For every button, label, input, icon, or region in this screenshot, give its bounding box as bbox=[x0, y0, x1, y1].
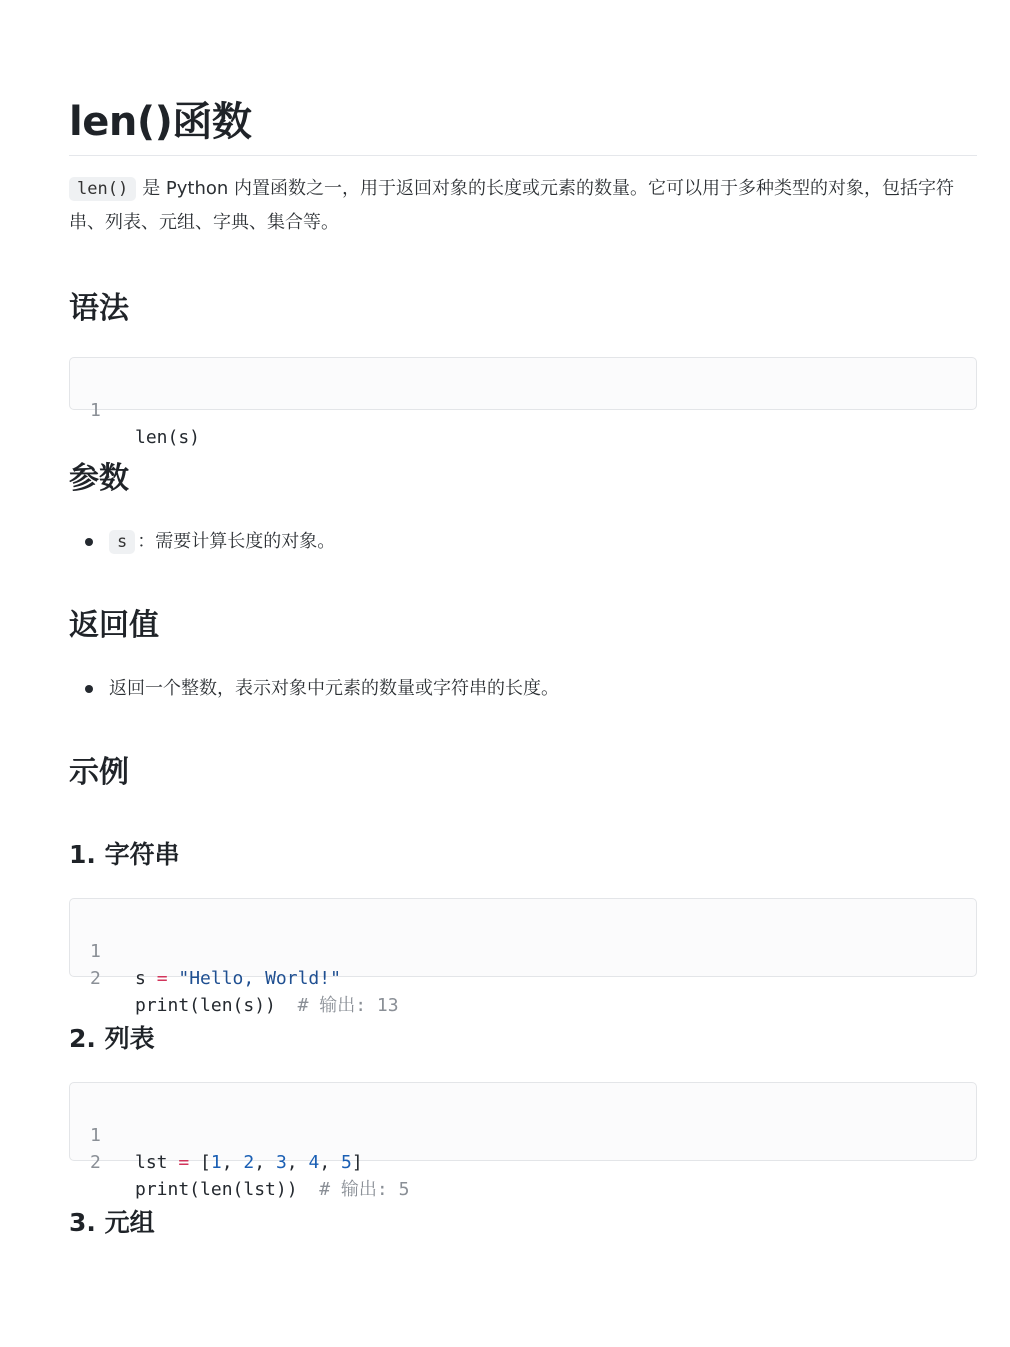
returns-list bbox=[69, 674, 559, 704]
line-number: 1 bbox=[90, 941, 101, 962]
code-text: lst = [1, 2, 3, 4, 5] bbox=[135, 1152, 363, 1173]
code-string: "Hello, World!" bbox=[178, 968, 341, 989]
line-number: 2 bbox=[90, 968, 101, 989]
code-block-string bbox=[69, 898, 977, 1016]
code-variable: lst bbox=[135, 1152, 168, 1173]
bullet-icon bbox=[85, 685, 93, 693]
heading-examples: 示例 bbox=[69, 755, 129, 790]
code-text bbox=[135, 992, 399, 1019]
code-text bbox=[135, 965, 341, 992]
line-number: 1 bbox=[90, 1125, 101, 1146]
intro-paragraph bbox=[69, 172, 977, 240]
code-block-syntax bbox=[69, 357, 977, 448]
params-list bbox=[69, 527, 335, 557]
code-call: print(len(lst)) bbox=[135, 1179, 298, 1200]
code-line bbox=[70, 370, 201, 448]
heading-example-string: 1. 字符串 bbox=[69, 840, 180, 869]
code-text bbox=[135, 1176, 409, 1203]
line-number: 2 bbox=[90, 1152, 101, 1173]
intro-text: 是 Python 内置函数之一，用于返回对象的长度或元素的数量。它可以用于多种类型的对象，包括字符串、列表、元组、字典、集合等。 bbox=[69, 178, 955, 233]
heading-example-list: 2. 列表 bbox=[69, 1024, 155, 1053]
list-item bbox=[69, 674, 559, 704]
heading-example-tuple: 3. 元组 bbox=[69, 1208, 155, 1237]
code-variable: s bbox=[135, 968, 146, 989]
title-divider bbox=[69, 155, 977, 156]
list-item bbox=[69, 527, 335, 557]
code-number: 4 bbox=[308, 1152, 320, 1173]
code-call: print(len(s)) bbox=[135, 995, 276, 1016]
code-operator: = bbox=[156, 968, 168, 989]
code-text: len(s) bbox=[135, 427, 201, 448]
code-line bbox=[70, 1095, 363, 1173]
code-line bbox=[70, 911, 341, 989]
code-number: 5 bbox=[341, 1152, 352, 1173]
line-number: 1 bbox=[90, 400, 101, 421]
heading-params: 参数 bbox=[69, 461, 129, 496]
bullet-icon bbox=[85, 538, 93, 546]
heading-syntax: 语法 bbox=[69, 291, 129, 326]
return-description: 返回一个整数，表示对象中元素的数量或字符串的长度。 bbox=[109, 678, 559, 699]
heading-returns: 返回值 bbox=[69, 608, 159, 643]
code-comment: # 输出: 13 bbox=[297, 995, 399, 1016]
param-description: ：需要计算长度的对象。 bbox=[137, 531, 336, 552]
code-number: 2 bbox=[243, 1152, 255, 1173]
inline-code-len: len() bbox=[69, 177, 136, 201]
code-number: 3 bbox=[275, 1152, 287, 1173]
code-number: 1 bbox=[210, 1152, 222, 1173]
code-block-list bbox=[69, 1082, 977, 1200]
code-operator: = bbox=[178, 1152, 190, 1173]
page-title: len()函数 bbox=[69, 99, 252, 145]
inline-code-param: s bbox=[109, 530, 135, 554]
code-comment: # 输出: 5 bbox=[319, 1179, 410, 1200]
